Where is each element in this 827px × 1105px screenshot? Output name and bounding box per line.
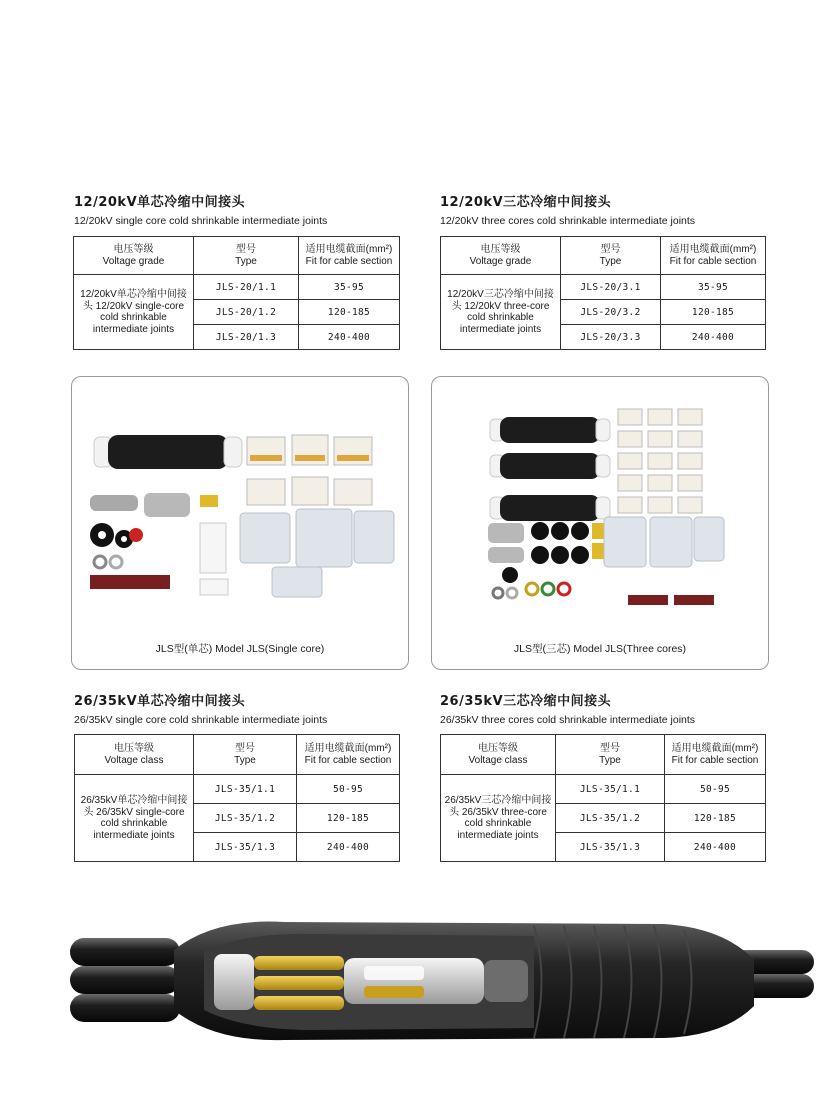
type-cell: JLS-35/1.2: [194, 804, 297, 833]
single-core-kit-image: [72, 377, 408, 637]
photo-single-core-kit: [71, 376, 409, 670]
voltage-description: 12/20kV三芯冷缩中间接头 12/20kV three-core cold shrinkable intermediate joints: [441, 275, 561, 350]
table-row: [441, 275, 766, 300]
section-title-en: 12/20kV single core cold shrinkable intermediate joints: [74, 215, 328, 227]
section-cell: 120-185: [661, 300, 766, 325]
section-title-en: 12/20kV three cores cold shrinkable intermediate joints: [440, 215, 696, 227]
header-type: 型号 Type: [561, 237, 661, 275]
photo-caption-three: JLS型(三芯) Model JLS(Three cores): [513, 643, 687, 655]
section-cell: 35-95: [661, 275, 766, 300]
section-title-cn: 26/35kV三芯冷缩中间接头: [440, 694, 612, 709]
type-cell: JLS-20/3.3: [561, 325, 661, 350]
section-title-cn: 12/20kV三芯冷缩中间接头: [440, 195, 612, 210]
section-cell: 240-400: [299, 325, 400, 350]
section-cell: 50-95: [665, 775, 766, 804]
header-section: 适用电缆截面(mm²) Fit for cable section: [297, 735, 400, 775]
table-header-row: [441, 237, 766, 275]
section-12-20kv-three: [440, 191, 695, 227]
voltage-description: 26/35kV三芯冷缩中间接头 26/35kV three-core cold shrinkable intermediate joints: [441, 775, 556, 862]
section-title-en: 26/35kV single core cold shrinkable intermediate joints: [74, 714, 328, 726]
type-cell: JLS-35/1.3: [556, 833, 665, 862]
spec-table-12-20kv-three: [440, 236, 766, 350]
three-core-kit-image: [432, 377, 768, 637]
table-header-row: [441, 735, 766, 775]
table-header-row: [75, 735, 400, 775]
section-cell: 35-95: [299, 275, 400, 300]
section-cell: 120-185: [665, 804, 766, 833]
section-26-35kv-three: [440, 690, 695, 726]
table-row: [74, 275, 400, 300]
section-cell: 50-95: [297, 775, 400, 804]
header-section: 适用电缆截面(mm²) Fit for cable section: [665, 735, 766, 775]
type-cell: JLS-35/1.1: [194, 775, 297, 804]
type-cell: JLS-35/1.2: [556, 804, 665, 833]
spec-table-12-20kv-single: [73, 236, 400, 350]
type-cell: JLS-20/1.2: [194, 300, 299, 325]
photo-three-core-kit: [431, 376, 769, 670]
section-cell: 240-400: [297, 833, 400, 862]
voltage-description: 12/20kV单芯冷缩中间接头 12/20kV single-core cold shrinkable intermediate joints: [74, 275, 194, 350]
header-voltage: 电压等级 Voltage grade: [74, 237, 194, 275]
type-cell: JLS-35/1.1: [556, 775, 665, 804]
type-cell: JLS-20/3.2: [561, 300, 661, 325]
header-section: 适用电缆截面(mm²) Fit for cable section: [299, 237, 400, 275]
header-type: 型号 Type: [556, 735, 665, 775]
type-cell: JLS-20/1.1: [194, 275, 299, 300]
section-cell: 240-400: [661, 325, 766, 350]
section-cell: 120-185: [299, 300, 400, 325]
header-type: 型号 Type: [194, 237, 299, 275]
type-cell: JLS-35/1.3: [194, 833, 297, 862]
header-voltage: 电压等级 Voltage grade: [441, 237, 561, 275]
header-type: 型号 Type: [194, 735, 297, 775]
photo-caption-single: JLS型(单芯) Model JLS(Single core): [155, 643, 325, 655]
type-cell: JLS-20/3.1: [561, 275, 661, 300]
spec-table-26-35kv-single: [74, 734, 400, 862]
section-26-35kv-single: [74, 690, 327, 726]
section-cell: 120-185: [297, 804, 400, 833]
spec-table-26-35kv-three: [440, 734, 766, 862]
header-section: 适用电缆截面(mm²) Fit for cable section: [661, 237, 766, 275]
type-cell: JLS-20/1.3: [194, 325, 299, 350]
header-voltage: 电压等级 Voltage class: [441, 735, 556, 775]
table-header-row: [74, 237, 400, 275]
joint-cutaway-image: [64, 910, 824, 1050]
table-row: [75, 775, 400, 804]
section-cell: 240-400: [665, 833, 766, 862]
section-12-20kv-single: [74, 191, 327, 227]
section-title-en: 26/35kV three cores cold shrinkable intermediate joints: [440, 714, 696, 726]
header-voltage: 电压等级 Voltage class: [75, 735, 194, 775]
table-row: [441, 775, 766, 804]
section-title-cn: 12/20kV单芯冷缩中间接头: [74, 195, 246, 210]
voltage-description: 26/35kV单芯冷缩中间接头 26/35kV single-core cold shrinkable intermediate joints: [75, 775, 194, 862]
section-title-cn: 26/35kV单芯冷缩中间接头: [74, 694, 246, 709]
